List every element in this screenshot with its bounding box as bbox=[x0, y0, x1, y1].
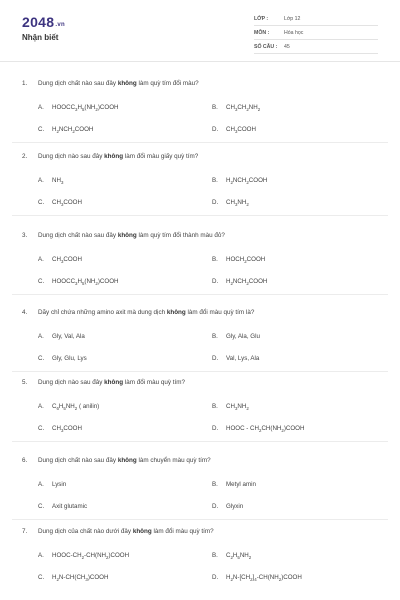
option-label: B. bbox=[212, 256, 218, 263]
option-label: D. bbox=[212, 503, 219, 510]
answer-option-d[interactable] bbox=[212, 574, 302, 582]
option-text: Lysin bbox=[52, 481, 67, 488]
meta-key: MÔN : bbox=[254, 30, 270, 36]
question-number: 2. bbox=[22, 153, 28, 160]
question-keyword: không bbox=[132, 528, 152, 535]
answer-option-b[interactable] bbox=[212, 481, 256, 488]
option-text: $H_2NCH_2COOH$ bbox=[52, 126, 94, 135]
answer-option-b[interactable] bbox=[212, 333, 260, 340]
question-keyword: không bbox=[166, 309, 186, 316]
option-label: A. bbox=[38, 177, 44, 184]
question-number: 1. bbox=[22, 80, 28, 87]
question-divider bbox=[12, 519, 388, 520]
answer-option-d[interactable] bbox=[212, 278, 267, 286]
option-text: $H_2N-CH(CH_3)COOH$ bbox=[52, 574, 109, 583]
question-text: Dung dịch chất nào sau đây không làm chuyển màu quỳ tím? bbox=[38, 457, 211, 464]
question-divider bbox=[12, 142, 388, 143]
question-text: Dung dịch của chất nào dưới đây không làm đổi màu quỳ tím? bbox=[38, 528, 214, 535]
logo-text: 2048 bbox=[22, 14, 55, 30]
option-label: A. bbox=[38, 481, 44, 488]
option-label: A. bbox=[38, 104, 44, 111]
question-text: Dung dịch chất nào sau đây không làm quỳ tím đổi màu? bbox=[38, 80, 199, 87]
question-text: Dung dịch nào sau đây không làm đổi màu giấy quỳ tím? bbox=[38, 153, 199, 160]
option-label: A. bbox=[38, 333, 44, 340]
option-text: $CH_3COOH$ bbox=[226, 126, 256, 135]
option-text: $HOOCC_3H_5(NH_2)COOH$ bbox=[52, 278, 119, 287]
question-keyword: không bbox=[104, 379, 124, 386]
option-text: $CH_3NH_2$ bbox=[226, 403, 249, 412]
option-text: $CH_3NH_2$ bbox=[226, 199, 249, 208]
answer-option-d[interactable] bbox=[212, 126, 256, 134]
option-label: C. bbox=[38, 126, 45, 133]
option-label: B. bbox=[212, 333, 218, 340]
question-number: 3. bbox=[22, 232, 28, 239]
answer-option-b[interactable] bbox=[212, 403, 249, 411]
meta-key: SỐ CÂU : bbox=[254, 44, 278, 50]
question-number: 6. bbox=[22, 457, 28, 464]
option-label: D. bbox=[212, 425, 219, 432]
option-label: A. bbox=[38, 552, 44, 559]
question-keyword: không bbox=[117, 232, 137, 239]
option-label: C. bbox=[38, 278, 45, 285]
answer-option-a[interactable] bbox=[38, 177, 63, 185]
meta-row-subject bbox=[254, 28, 378, 40]
question-divider bbox=[12, 294, 388, 295]
option-text: Gly, Ala, Glu bbox=[226, 333, 260, 340]
option-label: D. bbox=[212, 574, 219, 581]
answer-option-d[interactable] bbox=[212, 425, 304, 433]
option-text: $HOOCC_3H_5(NH_2)COOH$ bbox=[52, 104, 119, 113]
option-text: Metyl amin bbox=[226, 481, 256, 488]
question-divider bbox=[12, 441, 388, 442]
question-number: 4. bbox=[22, 309, 28, 316]
option-label: C. bbox=[38, 355, 45, 362]
option-label: C. bbox=[38, 425, 45, 432]
difficulty-level: Nhận biết bbox=[22, 33, 59, 42]
option-label: B. bbox=[212, 552, 218, 559]
meta-value: 45 bbox=[284, 44, 290, 50]
option-label: C. bbox=[38, 574, 45, 581]
option-text: $CH_3COOH$ bbox=[52, 425, 82, 434]
option-text: $CH_3COOH$ bbox=[52, 199, 82, 208]
answer-option-b[interactable] bbox=[212, 104, 260, 112]
option-text: $H_2N-[CH_2]_4-CH(NH_2)COOH$ bbox=[226, 574, 302, 583]
option-label: A. bbox=[38, 256, 44, 263]
answer-option-d[interactable] bbox=[212, 199, 249, 207]
answer-option-a[interactable] bbox=[38, 256, 82, 264]
logo-domain: .vn bbox=[55, 22, 65, 28]
answer-option-a[interactable] bbox=[38, 333, 85, 340]
question-text: Dung dịch nào sau đây không làm đổi màu quỳ tím? bbox=[38, 379, 186, 386]
question-keyword: không bbox=[117, 457, 137, 464]
option-label: C. bbox=[38, 199, 45, 206]
option-label: D. bbox=[212, 278, 219, 285]
question-text: Dãy chỉ chứa những amino axit mà dung dịch không làm đổi màu quỳ tím là? bbox=[38, 309, 255, 316]
meta-key: LỚP : bbox=[254, 16, 269, 22]
option-text: $H_2NCH_2COOH$ bbox=[226, 278, 268, 287]
option-text: $H_2NCH_2COOH$ bbox=[226, 177, 268, 186]
answer-option-c[interactable] bbox=[38, 355, 87, 362]
option-text: $CH_3COOH$ bbox=[52, 256, 82, 265]
answer-option-c[interactable] bbox=[38, 278, 118, 286]
meta-value: Hóa học bbox=[284, 30, 304, 36]
answer-option-a[interactable] bbox=[38, 552, 129, 560]
option-text: HOOC - $CH_2CH(NH_2)COOH$ bbox=[226, 425, 305, 434]
question-divider bbox=[12, 371, 388, 372]
option-text: $C_6H_5NH_2$ ( anilin) bbox=[52, 403, 100, 412]
option-label: D. bbox=[212, 355, 219, 362]
option-text: Val, Lys, Ala bbox=[226, 355, 260, 362]
answer-option-c[interactable] bbox=[38, 199, 82, 207]
option-label: C. bbox=[38, 503, 45, 510]
option-label: B. bbox=[212, 481, 218, 488]
option-text: Gly, Glu, Lys bbox=[52, 355, 87, 362]
meta-row-count bbox=[254, 42, 378, 54]
option-text: $C_2H_5NH_2$ bbox=[226, 552, 252, 561]
option-text: $HOCH_2COOH$ bbox=[226, 256, 266, 265]
answer-option-c[interactable] bbox=[38, 126, 93, 134]
question-divider bbox=[12, 215, 388, 216]
question-number: 5. bbox=[22, 379, 28, 386]
option-text: Axit glutamic bbox=[52, 503, 88, 510]
option-label: D. bbox=[212, 199, 219, 206]
option-label: D. bbox=[212, 126, 219, 133]
option-label: B. bbox=[212, 177, 218, 184]
meta-value: Lớp 12 bbox=[284, 16, 301, 22]
option-text: Glyxin bbox=[226, 503, 244, 510]
answer-option-d[interactable] bbox=[212, 355, 259, 362]
option-text: $NH_3$ bbox=[52, 177, 64, 186]
answer-option-b[interactable] bbox=[212, 552, 251, 560]
option-label: B. bbox=[212, 104, 218, 111]
answer-option-a[interactable] bbox=[38, 481, 66, 488]
answer-option-c[interactable] bbox=[38, 425, 82, 433]
question-keyword: không bbox=[104, 153, 124, 160]
answer-option-b[interactable] bbox=[212, 177, 267, 185]
question-keyword: không bbox=[117, 80, 137, 87]
answer-option-a[interactable] bbox=[38, 403, 99, 411]
option-text: Gly, Val, Ala bbox=[52, 333, 85, 340]
question-text: Dung dịch chất nào sau đây không làm quỳ tím đổi thành màu đỏ? bbox=[38, 232, 225, 239]
answer-option-c[interactable] bbox=[38, 574, 108, 582]
answer-option-b[interactable] bbox=[212, 256, 265, 264]
page-header bbox=[0, 0, 400, 62]
option-text: HOOC-$CH_2-CH(NH_2)COOH$ bbox=[52, 552, 130, 561]
question-number: 7. bbox=[22, 528, 28, 535]
site-logo[interactable] bbox=[22, 14, 65, 30]
answer-option-c[interactable] bbox=[38, 503, 87, 510]
meta-row-class bbox=[254, 14, 378, 26]
option-label: A. bbox=[38, 403, 44, 410]
option-text: $CH_3CH_2NH_2$ bbox=[226, 104, 261, 113]
option-label: B. bbox=[212, 403, 218, 410]
answer-option-d[interactable] bbox=[212, 503, 243, 510]
answer-option-a[interactable] bbox=[38, 104, 118, 112]
